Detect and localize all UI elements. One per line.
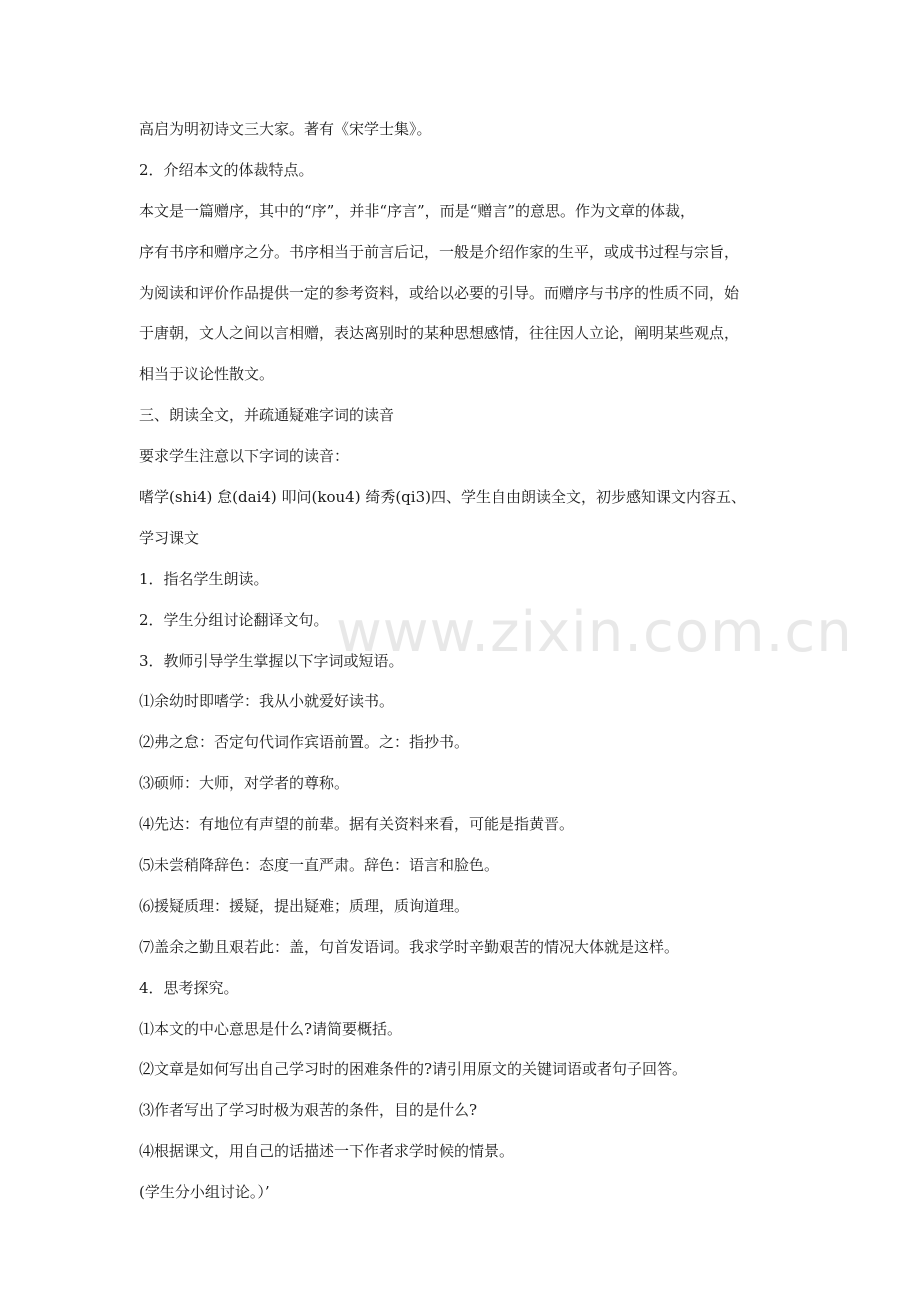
text-line: ⑷先达：有地位有声望的前辈。据有关资料来看，可能是指黄晋。 [139, 815, 575, 834]
text-line: ⑶作者写出了学习时极为艰苦的条件，目的是什么? [139, 1101, 478, 1120]
text-line: 学习课文 [139, 528, 200, 547]
text-line: ⑴本文的中心意思是什么?请简要概括。 [139, 1019, 403, 1038]
text-line: 序有书序和赠序之分。书序相当于前言后记，一般是介绍作家的生平，或成书过程与宗旨， [139, 242, 740, 261]
document-body [139, 116, 789, 1220]
text-line: 相当于议论性散文。 [139, 365, 275, 384]
text-line: ⑴余幼时即嗜学：我从小就爱好读书。 [139, 692, 395, 711]
text-line: ⑸未尝稍降辞色：态度一直严肃。辞色：语言和脸色。 [139, 856, 500, 875]
text-line: ⑵弗之怠：否定句代词作宾语前置。之：指抄书。 [139, 733, 470, 752]
text-line: 3．教师引导学生掌握以下字词或短语。 [139, 651, 404, 670]
text-line: 于唐朝，文人之间以言相赠，表达离别时的某种思想感情，往往因人立论，阐明某些观点， [139, 324, 740, 343]
text-line: ⑹援疑质理：援疑，提出疑难；质理，质询道理。 [139, 896, 470, 915]
text-line: 为阅读和评价作品提供一定的参考资料，或给以必要的引导。而赠序与书序的性质不同，始 [139, 283, 740, 302]
text-line: 高启为明初诗文三大家。著有《宋学士集》。 [139, 120, 432, 138]
section-heading: 三、朗读全文，并疏通疑难字词的读音 [139, 406, 395, 425]
text-line: 2．学生分组讨论翻译文句。 [139, 610, 329, 629]
text-line: 要求学生注意以下字词的读音： [139, 447, 350, 466]
text-line: 2．介绍本文的体裁特点。 [139, 160, 314, 179]
text-line: 嗜学(shi4) 怠(dai4) 叩问(kou4) 绮秀(qi3)四、学生自由朗读全文，初步感知课文内容五、 [139, 488, 746, 507]
text-line: 本文是一篇赠序，其中的“序”，并非“序言”，而是“赠言”的意思。作为文章的体裁， [139, 201, 696, 220]
text-line: ⑶硕师：大师，对学者的尊称。 [139, 774, 350, 793]
text-line: 4．思考探究。 [139, 978, 239, 997]
watermark: www.zixin.com.cn [336, 600, 853, 665]
text-line: (学生分小组讨论。）’ [139, 1183, 270, 1202]
text-line: ⑺盖余之勤且艰若此：盖，句首发语词。我求学时辛勤艰苦的情况大体就是这样。 [139, 937, 680, 956]
text-line: ⑵文章是如何写出自己学习时的困难条件的?请引用原文的关键词语或者句子回答。 [139, 1060, 688, 1079]
text-line: 1．指名学生朗读。 [139, 569, 269, 588]
text-line: ⑷根据课文，用自己的话描述一下作者求学时候的情景。 [139, 1142, 515, 1161]
